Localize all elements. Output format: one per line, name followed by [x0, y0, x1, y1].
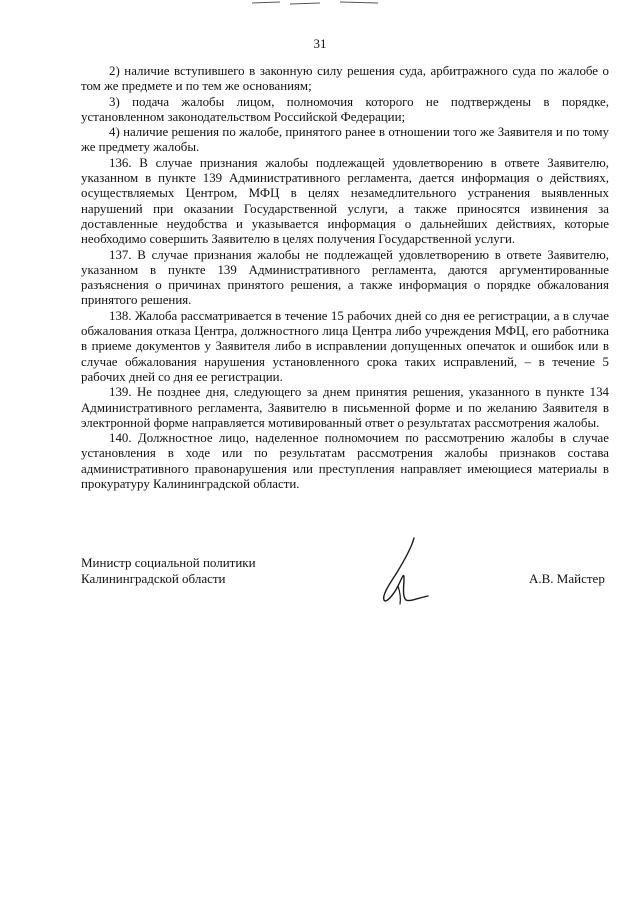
paragraph-item-4: 4) наличие решения по жалобе, принятого ранее в отношении того же Заявителя и по тому же предмету жалобы. — [81, 125, 609, 155]
position-line-2: Калининградской области — [81, 571, 226, 586]
position-line-1: Министр социальной политики — [81, 555, 256, 570]
paragraph-137: 137. В случае признания жалобы не подлежащей удовлетворению в ответе Заявителю, указанном в пункте 139 Административного регламента, даются аргументированные разъяснения о причинах принятого решения, а также информация о порядке обжалования принятого решения. — [81, 247, 609, 308]
signer-name: А.В. Майстер — [529, 571, 605, 586]
paragraph-139: 139. Не позднее дня, следующего за днем принятия решения, указанного в пункте 134 Административного регламента, Заявителю в письменной форме и по желанию Заявителя в электронной форме направляется мотивированный ответ о результатах рассмотрения жалобы. — [81, 385, 609, 430]
document-body — [81, 64, 609, 492]
paragraph-140: 140. Должностное лицо, наделенное полномочием по рассмотрению жалобы в случае установления в ходе или по результатам рассмотрения жалобы признаков состава административного правонарушения или преступления направляет имеющиеся материалы в прокуратуру Калининградской области. — [81, 431, 609, 492]
paragraph-138: 138. Жалоба рассматривается в течение 15 рабочих дней со дня ее регистрации, а в случае обжалования отказа Центра, должностного лица Центра либо учреждения МФЦ, его работника в приеме документов у Заявителя либо в исправлении допущенных опечаток и ошибок или в случае обжалования нарушения установленного срока таких исправлений, – в течение 5 рабочих дней со дня ее регистрации. — [81, 308, 609, 384]
paragraph-item-2: 2) наличие вступившего в законную силу решения суда, арбитражного суда по жалобе о том же предмете и по тем же основаниям; — [81, 64, 609, 94]
paragraph-item-3: 3) подача жалобы лицом, полномочия которого не подтверждены в порядке, установленном законодательством Российской Федерации; — [81, 94, 609, 124]
signatory-position — [81, 555, 256, 587]
scan-edge-mark — [250, 0, 380, 5]
handwritten-signature — [374, 536, 444, 608]
paragraph-136: 136. В случае признания жалобы подлежащей удовлетворению в ответе Заявителю, указанном в пункте 139 Административного регламента, дается информация о действиях, осуществляемых Центром, МФЦ в целях незамедлительного устранения выявленных нарушений при оказании Государственной услуги, а также приносятся извинения за доставленные неудобства и указывается информация о дальнейших действиях, которые необходимо совершить Заявителю в целях получения Государственной услуги. — [81, 155, 609, 247]
page-number: 31 — [313, 36, 327, 51]
